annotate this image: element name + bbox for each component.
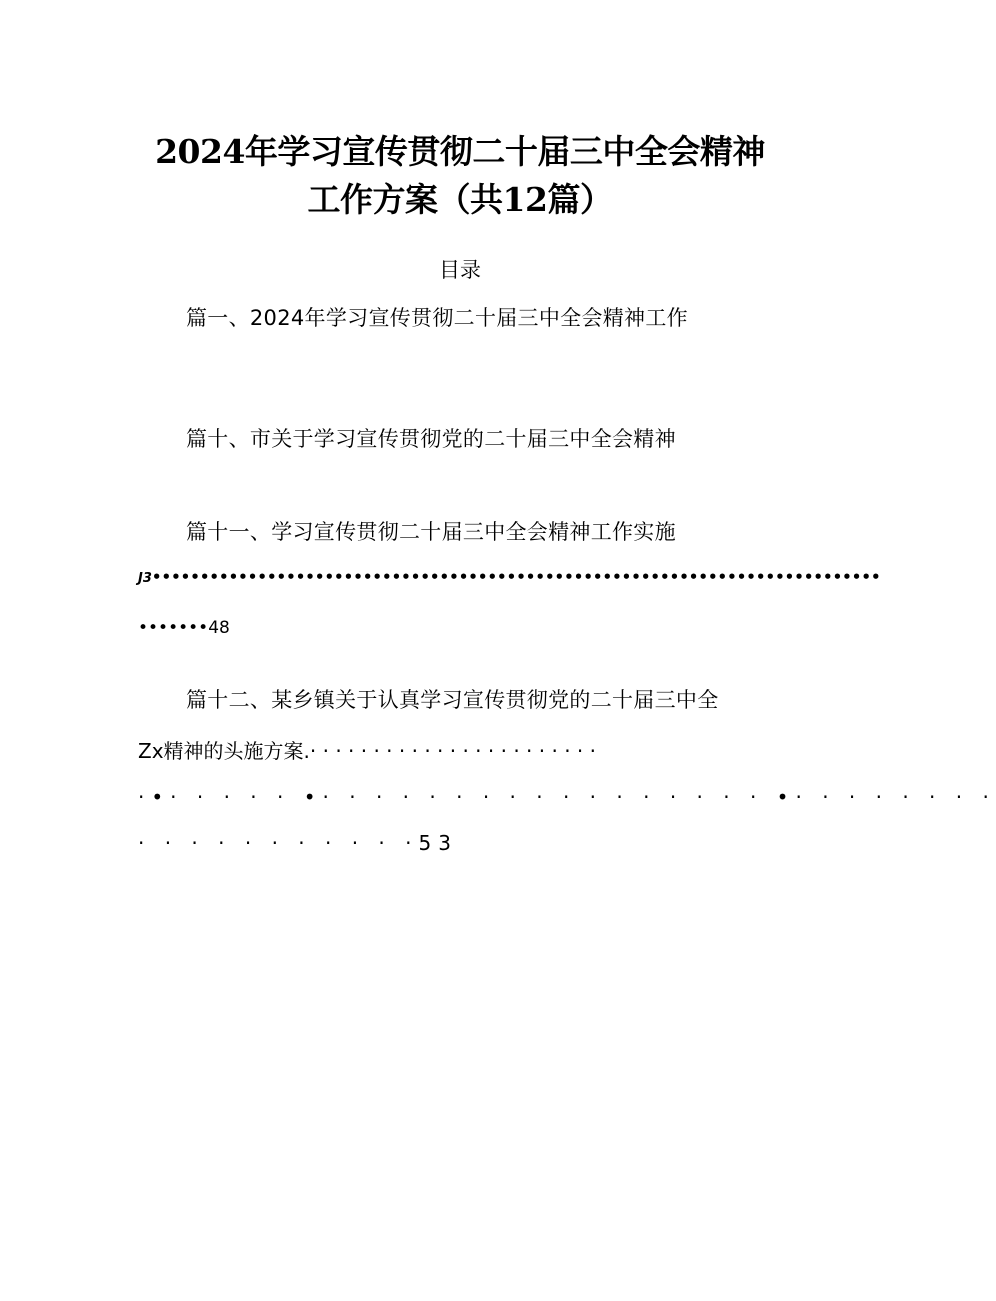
toc-entry-11-leader bbox=[138, 568, 881, 586]
toc-entry-11-leader-dots: •••••••••••••••••••••••••••••••••••••••••••••••••••••••••••••••••••••••••••• bbox=[151, 568, 881, 586]
toc-entry-12-line-2: Zx精神的头施方案.· · · · · · · · · · · · · · · · · · · · · · · bbox=[138, 739, 596, 763]
toc-entry-12-page-line: · · · · · · · · · · ·53 bbox=[138, 831, 458, 855]
toc-entry-12-line-3: ·•· · · · · •· · · · · · · · · · · · · · · · · •· · · · · · · · bbox=[138, 785, 996, 809]
toc-entry-11: 篇十一、学习宣传贯彻二十届三中全会精神工作实施 bbox=[186, 520, 676, 544]
toc-heading: 目录 bbox=[439, 258, 481, 282]
toc-entry-11-leader-prefix: J3 bbox=[138, 571, 152, 586]
document-title-line-2: 工作方案（共12篇） bbox=[307, 180, 613, 219]
toc-entry-12: 篇十二、某乡镇关于认真学习宣传贯彻党的二十届三中全 bbox=[186, 688, 719, 712]
document-title-line-1: 2024年学习宣传贯彻二十届三中全会精神 bbox=[155, 132, 765, 171]
toc-entry-1: 篇一、2024年学习宣传贯彻二十届三中全会精神工作 bbox=[186, 306, 688, 330]
toc-entry-10: 篇十、市关于学习宣传贯彻党的二十届三中全会精神 bbox=[186, 427, 676, 451]
toc-entry-11-page-line: •••••••48 bbox=[138, 618, 230, 638]
